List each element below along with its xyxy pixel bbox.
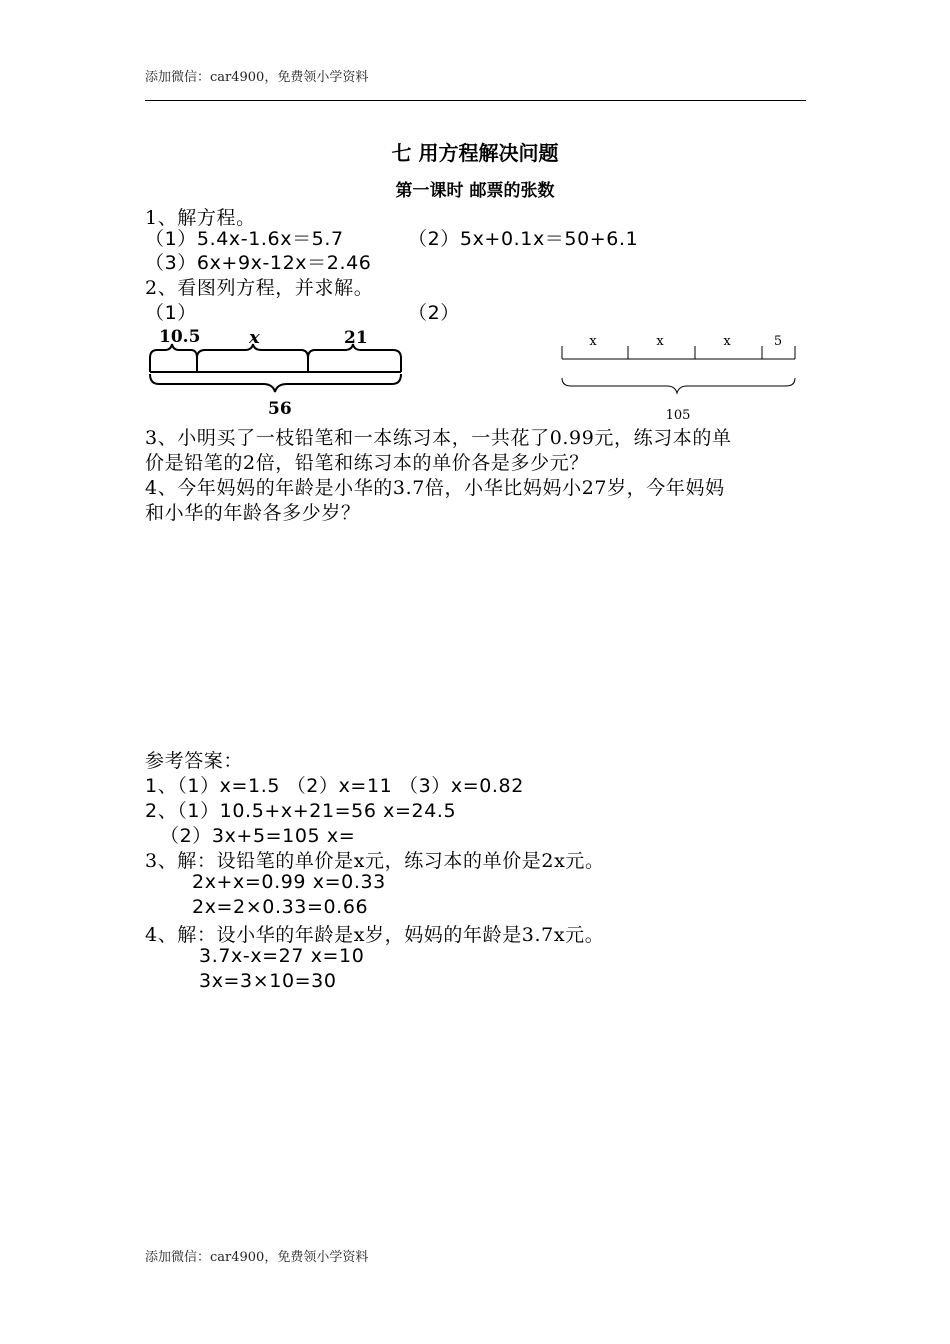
label-seg1: x xyxy=(589,334,597,349)
label-x: x xyxy=(249,327,260,348)
answer-3-line2: 2x+x=0.99 x=0.33 xyxy=(192,871,386,893)
q4-line2: 和小华的年龄各多少岁？ xyxy=(145,502,361,524)
page-footer-note: 添加微信：car4900，免费领小学资料 xyxy=(145,1250,369,1265)
q3-line1: 3、小明买了一枝铅笔和一本练习本，一共花了0.99元，练习本的单 xyxy=(145,427,732,449)
segment-diagram-1 xyxy=(145,322,410,422)
answer-3-line3: 2x=2×0.33=0.66 xyxy=(192,896,369,918)
segment-diagram-2 xyxy=(555,326,805,426)
answer-2-part1: 2、（1）10.5+x+21=56 x=24.5 xyxy=(145,800,457,822)
label-seg3: x xyxy=(723,334,731,349)
q2-label2: （2） xyxy=(408,302,460,324)
answer-4-line1: 4、解：设小华的年龄是x岁，妈妈的年龄是3.7x元。 xyxy=(145,924,605,946)
q1-part2: （2）5x+0.1x＝50+6.1 xyxy=(408,228,639,250)
q2-label1: （1） xyxy=(145,302,197,324)
q3-line2: 价是铅笔的2倍，铅笔和练习本的单价各是多少元？ xyxy=(145,452,589,474)
answer-4-line2: 3.7x-x=27 x=10 xyxy=(199,945,365,967)
brace-total xyxy=(150,374,401,392)
answer-4-line3: 3x=3×10=30 xyxy=(199,970,337,992)
answer-2-part2: （2）3x+5=105 x= xyxy=(160,825,356,847)
label-seg4: 5 xyxy=(773,334,783,349)
label-21: 21 xyxy=(344,328,368,348)
answer-1: 1、（1）x=1.5 （2）x=11 （3）x=0.82 xyxy=(145,775,524,797)
label-105: 105 xyxy=(665,408,691,423)
page-subtitle: 第一课时 邮票的张数 xyxy=(395,181,555,201)
q1-part3: （3）6x+9x-12x＝2.46 xyxy=(145,252,372,274)
label-seg2: x xyxy=(656,334,664,349)
q2-heading: 2、看图列方程，并求解。 xyxy=(145,277,374,299)
label-56: 56 xyxy=(268,399,292,419)
header-rule xyxy=(145,100,806,101)
page-title: 七 用方程解决问题 xyxy=(391,141,559,165)
label-10-5: 10.5 xyxy=(159,327,201,347)
answer-3-line1: 3、解：设铅笔的单价是x元，练习本的单价是2x元。 xyxy=(145,850,605,872)
q1-part1: （1）5.4x-1.6x＝5.7 xyxy=(145,228,344,250)
page-header-note: 添加微信：car4900，免费领小学资料 xyxy=(145,70,369,85)
brace-total xyxy=(562,378,795,393)
answers-heading: 参考答案： xyxy=(145,750,244,772)
q4-line1: 4、今年妈妈的年龄是小华的3.7倍，小华比妈妈小27岁，今年妈妈 xyxy=(145,477,725,499)
q1-heading: 1、解方程。 xyxy=(145,207,256,229)
